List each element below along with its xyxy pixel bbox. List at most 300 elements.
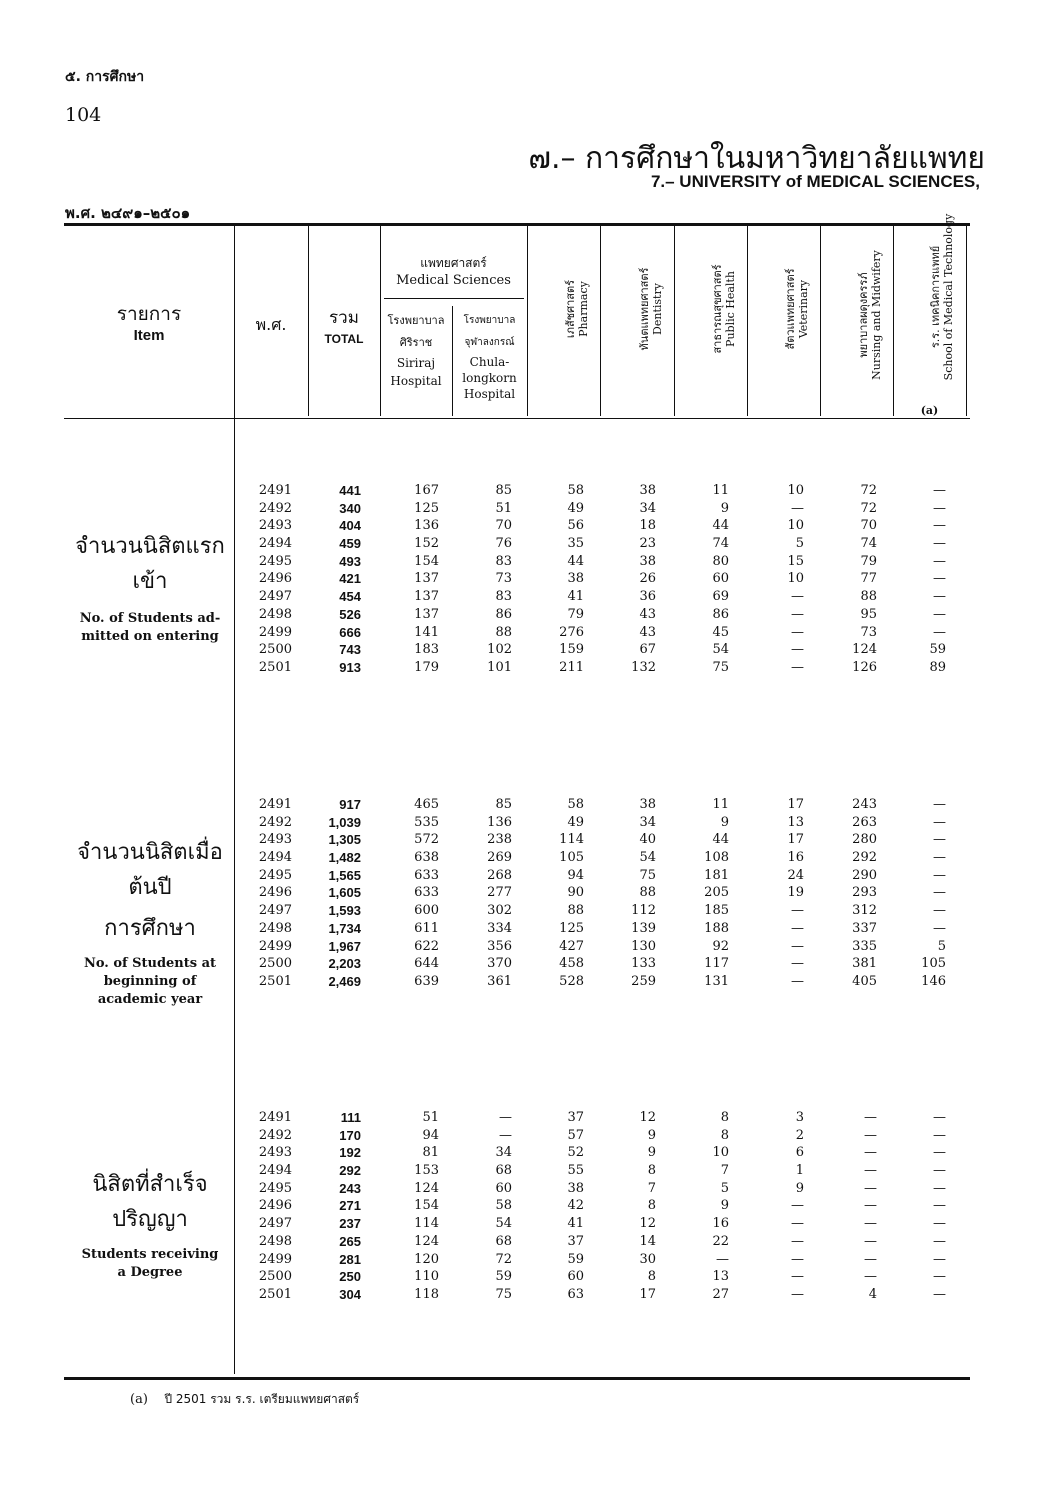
table-cell: 14: [639, 1233, 656, 1249]
table-cell: 2501: [258, 659, 292, 675]
table-cell: 7: [720, 1163, 729, 1179]
table-cell: 92: [712, 938, 729, 954]
year-column: [259, 796, 292, 991]
table-cell: 72: [860, 500, 877, 516]
table-cell: —: [933, 1163, 946, 1179]
table-cell: 57: [567, 1127, 584, 1143]
table-cell: 124: [852, 642, 877, 658]
table-cell: 205: [704, 885, 729, 901]
veterinary-column: [791, 1109, 804, 1304]
table-cell: —: [791, 624, 804, 640]
table-cell: 2494: [258, 850, 292, 866]
table-cell: 110: [414, 1269, 439, 1285]
divider: [527, 226, 528, 416]
table-cell: 34: [639, 814, 656, 830]
table-cell: 125: [414, 500, 439, 516]
siriraj-column: [414, 796, 439, 991]
table-cell: 2495: [258, 1180, 292, 1196]
table-cell: 1: [795, 1163, 804, 1179]
total-column: [339, 1109, 361, 1304]
table-cell: 2491: [258, 797, 292, 812]
table-cell: 153: [414, 1163, 439, 1179]
dentistry-column: [639, 1109, 656, 1304]
table-cell: 421: [339, 571, 361, 587]
table-cell: 68: [495, 1163, 512, 1179]
table-cell: 312: [852, 903, 877, 919]
table-cell: 83: [495, 589, 512, 605]
table-cell: 137: [414, 606, 439, 622]
footnote: [130, 1390, 359, 1409]
table-cell: —: [791, 1251, 804, 1267]
table-cell: 10: [787, 518, 804, 534]
table-cell: 124: [414, 1233, 439, 1249]
table-cell: —: [933, 1198, 946, 1214]
table-cell: —: [864, 1233, 877, 1249]
table-cell: 334: [487, 920, 512, 936]
medtech-column: [921, 796, 946, 991]
table-cell: 35: [567, 536, 584, 552]
table-cell: —: [864, 1216, 877, 1232]
table-cell: 1,305: [328, 832, 361, 848]
table-cell: 54: [495, 1216, 512, 1232]
table-cell: 2497: [258, 589, 292, 605]
table-cell: 105: [559, 850, 584, 866]
table-cell: 85: [495, 483, 512, 498]
table-cell: 70: [495, 518, 512, 534]
table-cell: 26: [639, 571, 656, 587]
veterinary-column: [787, 796, 804, 991]
table-cell: 75: [712, 659, 729, 675]
table-cell: 183: [414, 642, 439, 658]
table-cell: —: [933, 1216, 946, 1232]
dentistry-header: ทันตแพทยศาสตร์ Dentistry: [638, 267, 664, 351]
table-cell: 493: [339, 553, 361, 569]
table-cell: 304: [339, 1286, 361, 1302]
section-label-enrolled: จำนวนนิสิตเมื่อต้นปี การศึกษา No. of Students at beginning of academic year: [77, 840, 223, 1007]
table-cell: 10: [712, 1145, 729, 1161]
table-cell: —: [791, 606, 804, 622]
table-cell: 361: [487, 973, 512, 989]
table-cell: 1,967: [328, 938, 361, 954]
public-health-column: [712, 1109, 729, 1304]
table-cell: 75: [639, 867, 656, 883]
table-cell: —: [791, 1286, 804, 1302]
table-cell: 70: [860, 518, 877, 534]
table-cell: 2500: [258, 1269, 292, 1285]
table-cell: 60: [567, 1269, 584, 1285]
table-cell: 2493: [258, 832, 292, 848]
table-cell: 1,734: [328, 920, 361, 936]
table-cell: 86: [712, 606, 729, 622]
table-cell: —: [791, 973, 804, 989]
table-cell: 133: [631, 956, 656, 972]
table-cell: 117: [704, 956, 729, 972]
table-cell: 4: [868, 1286, 877, 1302]
table-cell: 340: [339, 500, 361, 516]
table-cell: 42: [567, 1198, 584, 1214]
table-cell: 80: [712, 553, 729, 569]
table-cell: —: [791, 938, 804, 954]
table-cell: 459: [339, 536, 361, 552]
divider: [747, 226, 748, 416]
table-cell: 38: [567, 1180, 584, 1196]
table-cell: 259: [631, 973, 656, 989]
table-cell: 192: [339, 1145, 361, 1161]
table-cell: 454: [339, 589, 361, 605]
table-cell: 2495: [258, 867, 292, 883]
table-cell: 58: [567, 797, 584, 812]
table-cell: —: [791, 642, 804, 658]
table-cell: 292: [852, 850, 877, 866]
table-cell: 16: [787, 850, 804, 866]
table-cell: 68: [495, 1233, 512, 1249]
total-column: [339, 482, 361, 677]
table-cell: —: [933, 1110, 946, 1125]
public-health-header: สาธารณสุขศาสตร์ Public Health: [711, 264, 737, 354]
table-cell: —: [933, 536, 946, 552]
table-cell: 137: [414, 589, 439, 605]
table-cell: 271: [339, 1198, 361, 1214]
table-cell: 2496: [258, 1198, 292, 1214]
period-label: พ.ศ. ๒๔๙๑–๒๕๐๑: [65, 204, 191, 222]
table-cell: 9: [720, 814, 729, 830]
table-cell: 38: [567, 571, 584, 587]
table-cell: —: [864, 1127, 877, 1143]
table-cell: —: [791, 920, 804, 936]
table-cell: 44: [567, 553, 584, 569]
table-cell: 94: [422, 1127, 439, 1143]
table-cell: 85: [495, 797, 512, 812]
table-cell: 13: [787, 814, 804, 830]
table-cell: 17: [787, 797, 804, 812]
year-column: [259, 1109, 292, 1304]
table-cell: 917: [339, 797, 361, 812]
table-cell: 1,593: [328, 903, 361, 919]
table-cell: 263: [852, 814, 877, 830]
table-cell: 2498: [258, 1233, 292, 1249]
divider: [600, 226, 601, 416]
table-cell: 154: [414, 1198, 439, 1214]
table-cell: 1,039: [328, 814, 361, 830]
medtech-note: (a): [920, 404, 939, 417]
table-cell: 51: [422, 1110, 439, 1125]
dentistry-column: [631, 482, 656, 677]
footnote-text: ปี 2501 รวม ร.ร. เตรียมแพทยศาสตร์: [164, 1392, 360, 1406]
table-cell: 9: [720, 500, 729, 516]
table-cell: 2501: [258, 1286, 292, 1302]
table-cell: 126: [852, 659, 877, 675]
veterinary-column: [787, 482, 804, 677]
siriraj-column: [414, 482, 439, 677]
table-cell: 292: [339, 1163, 361, 1179]
table-cell: 5: [795, 536, 804, 552]
table-cell: —: [933, 867, 946, 883]
table-cell: —: [791, 1233, 804, 1249]
pharmacy-column: [559, 482, 584, 677]
table-cell: 120: [414, 1251, 439, 1267]
table-cell: 2497: [258, 903, 292, 919]
table-cell: —: [933, 920, 946, 936]
table-cell: 77: [860, 571, 877, 587]
table-cell: 600: [414, 903, 439, 919]
table-cell: 38: [639, 797, 656, 812]
table-cell: 69: [712, 589, 729, 605]
table-cell: —: [933, 589, 946, 605]
table-cell: 30: [639, 1251, 656, 1267]
table-cell: 88: [495, 624, 512, 640]
table-cell: —: [933, 624, 946, 640]
table-cell: 38: [639, 483, 656, 498]
table-cell: 268: [487, 867, 512, 883]
title-thai: ๗.– การศึกษาในมหาวิทยาลัยแพทย: [528, 141, 985, 176]
table-cell: 11: [712, 483, 729, 498]
table-cell: 427: [559, 938, 584, 954]
table-cell: 743: [339, 642, 361, 658]
pharmacy-column: [567, 1109, 584, 1304]
table-cell: 639: [414, 973, 439, 989]
table-cell: 37: [567, 1233, 584, 1249]
section-label-graduates: นิสิตที่สำเร็จปริญญา Students receiving a Degree: [81, 1172, 219, 1280]
table-cell: 22: [712, 1233, 729, 1249]
table-cell: —: [933, 553, 946, 569]
table-cell: 79: [860, 553, 877, 569]
table-cell: 528: [559, 973, 584, 989]
table-cell: 458: [559, 956, 584, 972]
medtech-header: ร.ร. เทคนิคการแพทย์ School of Medical Technology: [929, 213, 955, 381]
title-english: 7.– UNIVERSITY of MEDICAL SCIENCES,: [650, 172, 980, 191]
table-cell: 95: [860, 606, 877, 622]
table-cell: 17: [787, 832, 804, 848]
table-cell: —: [864, 1269, 877, 1285]
table-cell: 290: [852, 867, 877, 883]
table-cell: 54: [639, 850, 656, 866]
table-cell: —: [933, 1180, 946, 1196]
table-cell: —: [933, 814, 946, 830]
table-cell: 2494: [258, 1163, 292, 1179]
table-cell: 60: [495, 1180, 512, 1196]
table-cell: 1,565: [328, 867, 361, 883]
table-cell: 337: [852, 920, 877, 936]
table-cell: 211: [559, 659, 584, 675]
section-heading: ๕. การศึกษา: [65, 69, 145, 85]
table-cell: 44: [712, 518, 729, 534]
table-cell: 58: [495, 1198, 512, 1214]
pharmacy-column: [559, 796, 584, 991]
table-cell: —: [933, 606, 946, 622]
table-cell: 27: [712, 1286, 729, 1302]
table-cell: 2,469: [328, 973, 361, 989]
table-cell: 2498: [258, 606, 292, 622]
table-cell: 108: [704, 850, 729, 866]
year-header: พ.ศ.: [255, 315, 287, 334]
table-cell: 125: [559, 920, 584, 936]
table-cell: 185: [704, 903, 729, 919]
table-cell: 102: [487, 642, 512, 658]
table-cell: 49: [567, 500, 584, 516]
table-cell: 237: [339, 1216, 361, 1232]
table-cell: 83: [495, 553, 512, 569]
table-cell: 74: [860, 536, 877, 552]
table-cell: 79: [567, 606, 584, 622]
table-cell: 9: [795, 1180, 804, 1196]
total-header: รวม TOTAL: [324, 308, 364, 346]
table-cell: —: [933, 500, 946, 516]
table-cell: 44: [712, 832, 729, 848]
table-cell: —: [933, 797, 946, 812]
table-cell: —: [933, 1145, 946, 1161]
table-cell: 86: [495, 606, 512, 622]
table-cell: 3: [795, 1110, 804, 1125]
year-column: [259, 482, 292, 677]
table-cell: 2492: [258, 500, 292, 516]
table-cell: 15: [787, 553, 804, 569]
public-health-column: [704, 796, 729, 991]
table-cell: 118: [414, 1286, 439, 1302]
table-cell: 238: [487, 832, 512, 848]
table-cell: 55: [567, 1163, 584, 1179]
table-cell: 2493: [258, 1145, 292, 1161]
table-cell: 146: [921, 973, 946, 989]
table-cell: 2,203: [328, 956, 361, 972]
table-cell: 88: [639, 885, 656, 901]
table-cell: 2491: [258, 483, 292, 498]
table-cell: 8: [720, 1110, 729, 1125]
table-cell: 2500: [258, 956, 292, 972]
table-cell: —: [864, 1180, 877, 1196]
table-cell: 131: [704, 973, 729, 989]
table-cell: —: [933, 483, 946, 498]
table-cell: 59: [567, 1251, 584, 1267]
table-cell: 2492: [258, 1127, 292, 1143]
table-cell: 1,482: [328, 850, 361, 866]
table-cell: 2494: [258, 536, 292, 552]
nursing-column: [864, 1109, 877, 1304]
table-cell: 88: [567, 903, 584, 919]
table-cell: 370: [487, 956, 512, 972]
table-cell: 24: [787, 867, 804, 883]
medtech-column: [933, 1109, 946, 1304]
table-cell: 10: [787, 571, 804, 587]
footnote-marker: (a): [130, 1392, 148, 1407]
table-cell: —: [791, 659, 804, 675]
table-cell: —: [933, 1286, 946, 1302]
table-cell: 2493: [258, 518, 292, 534]
public-health-column: [712, 482, 729, 677]
table-cell: 11: [712, 797, 729, 812]
table-cell: —: [933, 850, 946, 866]
table-cell: 381: [852, 956, 877, 972]
table-cell: 101: [487, 659, 512, 675]
table-cell: 51: [495, 500, 512, 516]
table-cell: 10: [787, 483, 804, 498]
table-cell: —: [791, 1269, 804, 1285]
table-cell: 302: [487, 903, 512, 919]
table-cell: 73: [495, 571, 512, 587]
table-cell: —: [933, 1233, 946, 1249]
table-cell: 56: [567, 518, 584, 534]
table-cell: 159: [559, 642, 584, 658]
divider: [820, 226, 821, 416]
table-cell: 7: [647, 1180, 656, 1196]
table-cell: 75: [495, 1286, 512, 1302]
table-cell: 188: [704, 920, 729, 936]
table-cell: 9: [647, 1145, 656, 1161]
table-cell: 111: [340, 1110, 361, 1125]
table-cell: 633: [414, 885, 439, 901]
pharmacy-header: เภสัชศาสตร์ Pharmacy: [564, 279, 590, 339]
dentistry-column: [631, 796, 656, 991]
table-cell: 37: [567, 1110, 584, 1125]
table-cell: 72: [860, 483, 877, 498]
table-cell: 243: [852, 797, 877, 812]
table-cell: 130: [631, 938, 656, 954]
table-cell: 141: [414, 624, 439, 640]
table-cell: 2500: [258, 642, 292, 658]
table-cell: —: [791, 903, 804, 919]
header-rule: [64, 418, 970, 419]
table-cell: 63: [567, 1286, 584, 1302]
table-cell: 16: [712, 1216, 729, 1232]
table-cell: 114: [559, 832, 584, 848]
divider: [966, 226, 967, 416]
medical-sciences-header: แพทยศาสตร์ Medical Sciences: [396, 256, 511, 288]
table-cell: 105: [921, 956, 946, 972]
table-cell: 526: [339, 606, 361, 622]
table-cell: 76: [495, 536, 512, 552]
table-cell: 277: [487, 885, 512, 901]
table-cell: 12: [639, 1110, 656, 1125]
table-cell: 38: [639, 553, 656, 569]
table-cell: 622: [414, 938, 439, 954]
item-header: รายการ Item: [116, 303, 182, 344]
table-cell: 2: [795, 1127, 804, 1143]
table-cell: 73: [860, 624, 877, 640]
table-cell: 8: [720, 1127, 729, 1143]
table-cell: 2499: [258, 624, 292, 640]
page-number: 104: [65, 104, 102, 126]
table-cell: 136: [487, 814, 512, 830]
table-cell: —: [933, 832, 946, 848]
table-cell: —: [864, 1110, 877, 1125]
table-cell: 2496: [258, 885, 292, 901]
table-cell: 36: [639, 589, 656, 605]
table-cell: 2491: [258, 1110, 292, 1125]
medtech-column: [929, 482, 946, 677]
divider: [384, 298, 524, 299]
chula-column: [487, 796, 512, 991]
table-cell: 152: [414, 536, 439, 552]
table-cell: 633: [414, 867, 439, 883]
table-cell: 2495: [258, 553, 292, 569]
table-cell: 243: [339, 1180, 361, 1196]
table-cell: 40: [639, 832, 656, 848]
table-cell: —: [933, 518, 946, 534]
table-cell: —: [499, 1110, 512, 1125]
table-cell: 137: [414, 571, 439, 587]
divider: [893, 226, 894, 416]
table-cell: 9: [720, 1198, 729, 1214]
table-cell: 335: [852, 938, 877, 954]
divider: [234, 226, 235, 1374]
table-cell: 2501: [258, 973, 292, 989]
table-cell: 136: [414, 518, 439, 534]
table-cell: 2497: [258, 1216, 292, 1232]
table-cell: 5: [720, 1180, 729, 1196]
table-cell: 250: [339, 1269, 361, 1285]
nursing-column: [852, 796, 877, 991]
table-cell: 170: [339, 1127, 361, 1143]
table-cell: 41: [567, 589, 584, 605]
